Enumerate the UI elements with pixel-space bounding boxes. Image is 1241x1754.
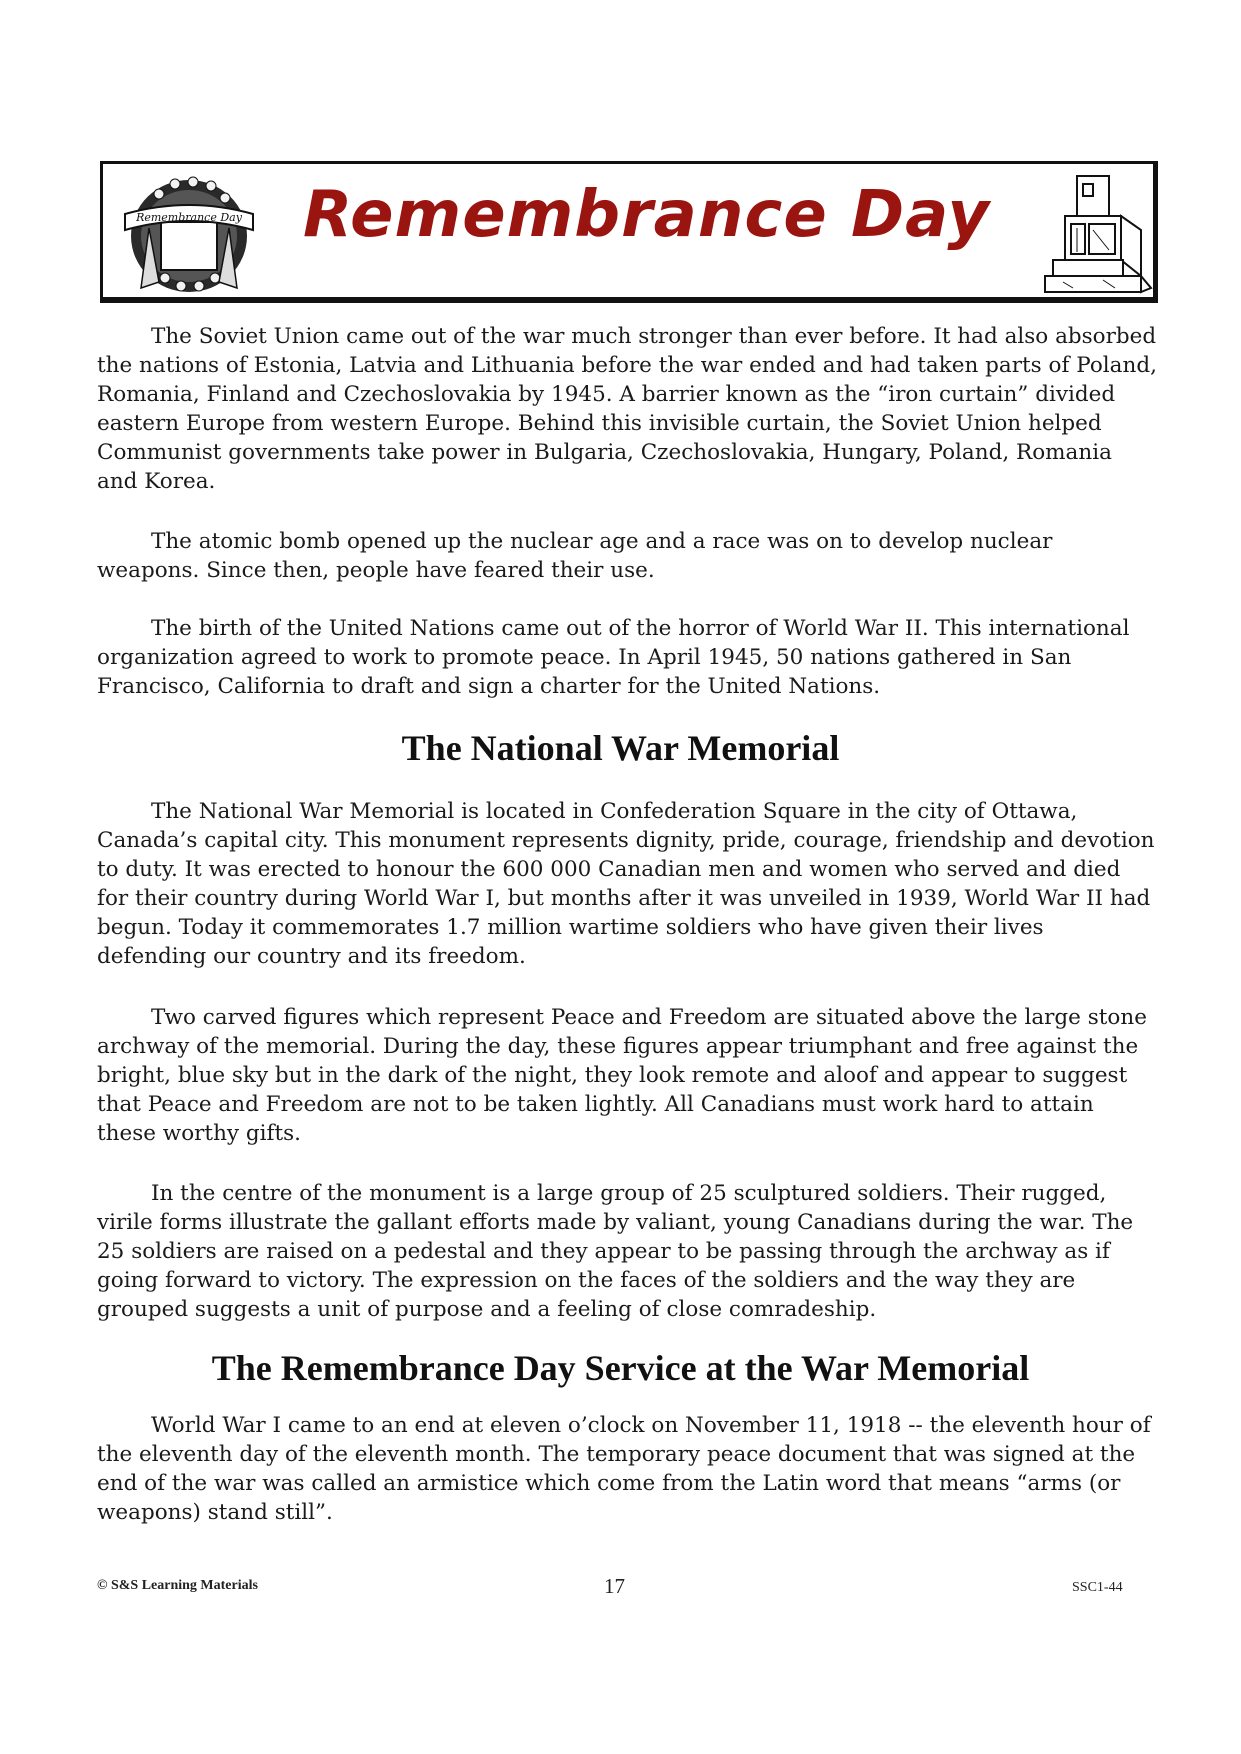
svg-text:Remembrance Day: Remembrance Day: [136, 211, 242, 224]
heading-national-war-memorial: The National War Memorial: [401, 728, 840, 768]
paragraph-armistice: World War I came to an end at eleven o’clock on November 11, 1918 -- the eleventh hour of the eleventh day of the eleventh month. The temporary peace document that was signed at the end of the war was called an armistice which come from the Latin word that means “arms (or weapons) stand still”.: [97, 1413, 1151, 1525]
footer-page-number: 17: [604, 1574, 625, 1598]
title-banner: [100, 161, 1158, 303]
paragraph-memorial-location: The National War Memorial is located in Confederation Square in the city of Ottawa, Canada’s capital city. This monument represents dignity, pride, courage, friendship and devotion to duty. It was erected to honour the 600 000 Canadian men and women who served and died for their country during World War I, but months after it was unveiled in 1939, World War II had begun. Today it commemorates 1.7 million wartime soldiers who have given their lives defending our country and its freedom.: [97, 799, 1155, 969]
paragraph-united-nations: The birth of the United Nations came out of the horror of World War II. This international organization agreed to work to promote peace. In April 1945, 50 nations gathered in San Francisco, California to draft and sign a charter for the United Nations.: [97, 616, 1130, 699]
war-memorial-icon: [1043, 172, 1153, 298]
heading-remembrance-service: The Remembrance Day Service at the War Memorial: [211, 1348, 1030, 1388]
footer-copyright: © S&S Learning Materials: [97, 1578, 258, 1593]
wreath-icon: [119, 170, 259, 298]
paragraph-soviet-union: The Soviet Union came out of the war much stronger than ever before. It had also absorbed the nations of Estonia, Latvia and Lithuania before the war ended and had taken parts of Poland, Romania, Finland and Czechoslovakia by 1945. A barrier known as the “iron curtain” divided eastern Europe from western Europe. Behind this invisible curtain, the Soviet Union helped Communist governments take power in Bulgaria, Czechoslovakia, Hungary, Poland, Romania and Korea.: [97, 324, 1157, 494]
paragraph-atomic-bomb: The atomic bomb opened up the nuclear age and a race was on to develop nuclear weapons. Since then, people have feared their use.: [97, 529, 1053, 583]
paragraph-sculptured-soldiers: In the centre of the monument is a large group of 25 sculptured soldiers. Their rugged, virile forms illustrate the gallant efforts made by valiant, young Canadians during the war. The 25 soldiers are raised on a pedestal and they appear to be passing through the archway as if going forward to victory. The expression on the faces of the soldiers and the way they are grouped suggests a unit of purpose and a feeling of close comradeship.: [97, 1181, 1134, 1322]
footer-code: SSC1-44: [1072, 1580, 1123, 1595]
paragraph-peace-freedom: Two carved figures which represent Peace and Freedom are situated above the large stone archway of the memorial. During the day, these figures appear triumphant and free against the bright, blue sky but in the dark of the night, they look remote and aloof and appear to suggest that Peace and Freedom are not to be taken lightly. All Canadians must work hard to attain these worthy gifts.: [97, 1005, 1147, 1146]
banner-title: Remembrance Day: [303, 178, 991, 252]
